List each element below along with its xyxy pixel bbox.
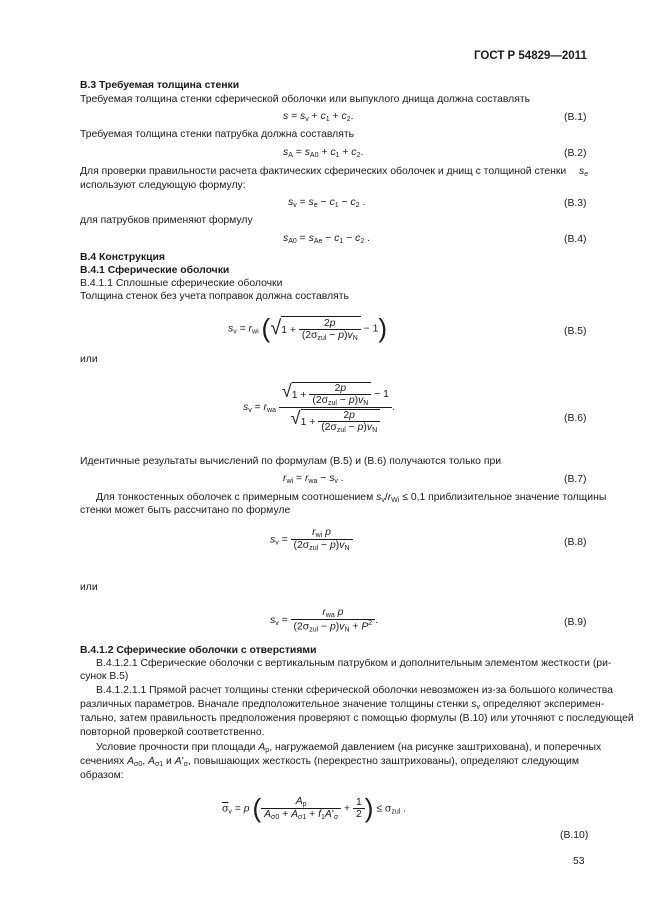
equation-number: (В.1) — [564, 112, 587, 123]
equation-b1: $s = s_v + c_1 + c_2$. — [283, 111, 354, 123]
paragraph: для патрубков применяют формулу — [80, 215, 253, 226]
equation-number: (В.5) — [564, 326, 587, 337]
subsection-title-b411: В.4.1.1 Сплошные сферические оболочки — [80, 278, 283, 289]
equation-number: (В.7) — [564, 474, 587, 485]
paragraph: различных параметров. Вначале предположительное значение толщины стенки $s_v$ определяют эксперимен- — [80, 699, 605, 711]
page-number: 53 — [573, 856, 585, 867]
equation-b10: $\overline{\sigma}_v = p$ ( $\frac{A_p}{A_{\sigma 0} + A_{\sigma 1} + f_1A'_\sigma}$ + $\frac{1}{2}$ ) ≤ $\sigma_{zul}$ . — [222, 793, 407, 823]
paragraph: повторной проверкой соответственно. — [80, 727, 265, 738]
paragraph: сечениях $A_{\sigma 0}$, $A_{\sigma 1}$ и $A'_\sigma$, повышающих жесткость (перекрестно заштрихованы), определяют следующим — [80, 756, 579, 768]
conjunction-or: или — [80, 582, 98, 593]
paragraph: Толщина стенок без учета поправок должна составлять — [80, 291, 349, 302]
equation-b7: $r_{wi} = r_{wa} - s_v$ . — [283, 473, 344, 485]
equation-number: (В.2) — [564, 148, 587, 159]
equation-number: (В.6) — [564, 413, 587, 424]
equation-number: (В.4) — [564, 234, 587, 245]
paragraph: стенки может быть рассчитано по формуле — [80, 505, 291, 516]
paragraph: сунок В.5) — [80, 671, 129, 682]
paragraph: образом: — [80, 770, 124, 781]
section-title-b3: В.3 Требуемая толщина стенки — [80, 80, 240, 91]
equation-number: (В.10) — [560, 830, 589, 841]
equation-number: (В.8) — [564, 537, 587, 548]
equation-b5: $s_v = r_{wi}$ (√1 + 2p $(2\sigma_{zul} - p)v_N$ − 1) — [228, 313, 388, 343]
symbol-se: $s_e$ — [579, 166, 589, 178]
paragraph: Идентичные результаты вычислений по формулам (В.5) и (В.6) получаются только при — [80, 456, 502, 467]
paragraph: тально, затем правильность предположения проверяют с помощью формулы (В.10) или уточняют с последующей — [80, 713, 634, 724]
page-header-standard: ГОСТ Р 54829—2011 — [474, 50, 587, 62]
paragraph: Для проверки правильности расчета фактических сферических оболочек и днищ с толщиной стенки — [80, 166, 567, 177]
paragraph: Условие прочности при площади $A_p$, нагружаемой давлением (на рисунке заштрихована), и поперечных — [96, 742, 602, 754]
equation-b2: $s_A = s_{A0} + c_1 + c_2$. — [283, 147, 364, 159]
equation-number: (В.9) — [564, 617, 587, 628]
equation-b3: $s_v = s_e - c_1 - c_2$ . — [288, 197, 366, 209]
subsection-title-b41: В.4.1 Сферические оболочки — [80, 265, 230, 276]
equation-b8: $s_v$ = $r_{wi}$ p $(2\sigma_{zul} - p)v_N$ — [270, 527, 353, 552]
equation-b6: $s_v = r_{wa}$ √1 + 2p $(2\sigma_{zul} - p)v_N$ − 1 √1 + 2p $(2\sigma_{zul} - p)v_N$ . — [243, 381, 395, 434]
paragraph: используют следующую формулу: — [80, 180, 246, 191]
paragraph: В.4.1.2.1.1 Прямой расчет толщины стенки сферической оболочки невозможен из-за большого количества — [96, 685, 613, 696]
equation-number: (В.3) — [564, 198, 587, 209]
equation-b4: $s_{A0} = s_{Ae} - c_1 - c_2$ . — [283, 233, 371, 245]
paragraph: Для тонкостенных оболочек с примерным соотношением $s_v/r_{Wi} \le 0,1$ приблизительное значение толщины — [96, 492, 607, 504]
conjunction-or: или — [80, 354, 98, 365]
paragraph: Требуемая толщина стенки сферической оболочки или выпуклого днища должна составлять — [80, 94, 531, 105]
paragraph: Требуемая толщина стенки патрубка должна составлять — [80, 129, 355, 140]
equation-b9: $s_v$ = $r_{wa}$ p $(2\sigma_{zul} - p)v_N + P^2$ . — [270, 607, 379, 634]
paragraph: В.4.1.2.1 Сферические оболочки с вертикальным патрубком и дополнительным элементом жесткости (ри- — [96, 658, 612, 669]
subsection-title-b412: В.4.1.2 Сферические оболочки с отверстиями — [80, 645, 317, 656]
section-title-b4: В.4 Конструкция — [80, 252, 165, 263]
